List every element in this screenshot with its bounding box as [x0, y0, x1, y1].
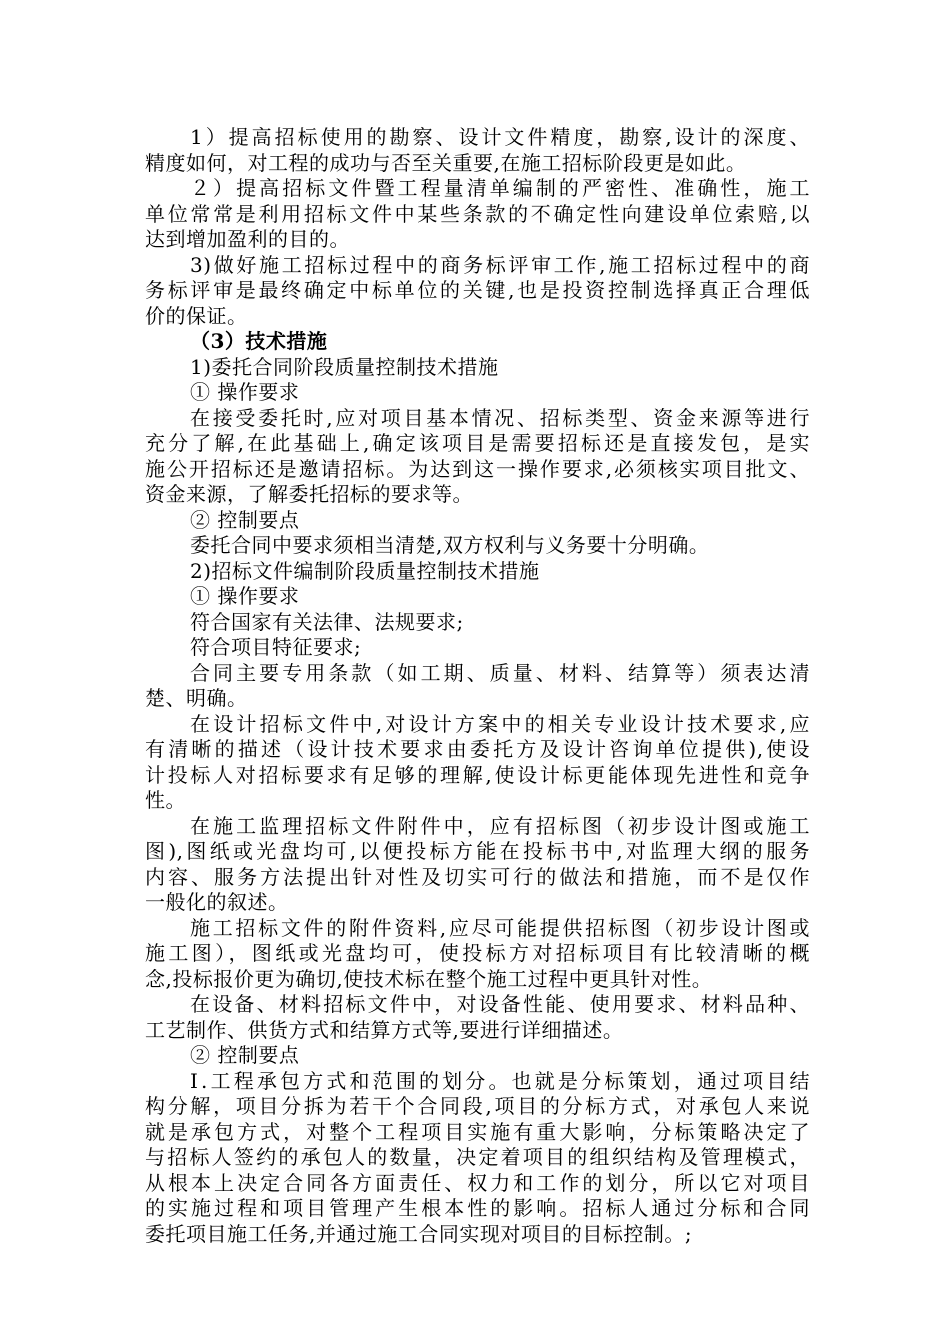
paragraph	[145, 406, 810, 508]
paragraph	[145, 610, 810, 636]
text-line: 在设计招标文件中,对设计方案中的相关专业设计技术要求,应	[190, 711, 810, 736]
text-line: 委托合同中要求须相当清楚,双方权利与义务要十分明确。	[190, 533, 710, 557]
text-line: 从根本上决定合同各方面责任、权力和工作的划分，所以它对项目	[145, 1170, 810, 1195]
text-line: 2)招标文件编制阶段质量控制技术措施	[190, 558, 540, 583]
text-line: 1)委托合同阶段质量控制技术措施	[190, 354, 499, 379]
text-line: 施公开招标还是邀请招标。为达到这一操作要求,必须核实项目批文、	[145, 456, 810, 481]
text-line: ② 控制要点	[190, 507, 300, 532]
text-line: 内容、服务方法提出针对性及切实可行的做法和措施，而不是仅作	[145, 864, 810, 889]
text-line: 在接受委托时,应对项目基本情况、招标类型、资金来源等进行	[190, 405, 810, 430]
text-line: 性。	[145, 788, 186, 812]
text-line: 1）提高招标使用的勘察、设计文件精度，勘察,设计的深度、	[190, 125, 810, 149]
paragraph	[145, 1043, 810, 1069]
text-line: 与招标人签约的承包人的数量，决定着项目的组织结构及管理模式，	[145, 1145, 810, 1169]
document-body	[145, 125, 810, 1247]
paragraph	[145, 533, 810, 559]
text-line: 符合项目特征要求;	[190, 635, 362, 659]
text-line: 就是承包方式，对整个工程项目实施有重大影响，分标策略决定了	[145, 1119, 810, 1144]
text-line: Ⅰ.工程承包方式和范围的划分。也就是分标策划，通过项目结	[190, 1068, 810, 1093]
paragraph	[145, 992, 810, 1043]
text-line: 在施工监理招标文件附件中，应有招标图（初步设计图或施工	[190, 813, 810, 838]
paragraph	[145, 1069, 810, 1248]
text-line: ① 操作要求	[190, 380, 300, 404]
section-heading	[145, 329, 810, 355]
text-line: 充分了解,在此基础上,确定该项目是需要招标还是直接发包，是实	[145, 431, 810, 455]
paragraph	[145, 661, 810, 712]
paragraph	[145, 584, 810, 610]
text-line: ② 控制要点	[190, 1043, 300, 1067]
text-line: 达到增加盈利的目的。	[145, 227, 350, 251]
text-line: 工艺制作、供货方式和结算方式等,要进行详细描述。	[145, 1017, 624, 1042]
paragraph	[145, 559, 810, 585]
paragraph	[145, 355, 810, 381]
text-line: 图),图纸或光盘均可,以便投标方能在投标书中,对监理大纲的服务	[145, 839, 810, 863]
paragraph	[145, 508, 810, 534]
text-line: 楚、明确。	[145, 686, 248, 710]
text-line: 一般化的叙述。	[145, 890, 289, 914]
text-line: 资金来源，了解委托招标的要求等。	[145, 482, 473, 506]
text-line: 3)做好施工招标过程中的商务标评审工作,施工招标过程中的商	[190, 252, 810, 277]
text-line: 构分解，项目分拆为若干个合同段,项目的分标方式，对承包人来说	[145, 1094, 810, 1118]
paragraph	[145, 916, 810, 993]
paragraph	[145, 712, 810, 814]
text-line: 符合国家有关法律、法规要求;	[190, 609, 464, 634]
text-line: 委托项目施工任务,并通过施工合同实现对项目的目标控制。;	[145, 1221, 693, 1246]
text-line: 有清晰的描述（设计技术要求由委托方及设计咨询单位提供),使设	[145, 737, 810, 761]
text-line: 精度如何，对工程的成功与否至关重要,在施工招标阶段更是如此。	[145, 150, 747, 175]
text-line: 施工图），图纸或光盘均可，使投标方对招标项目有比较清晰的概	[145, 941, 810, 965]
text-line: 务标评审是最终确定中标单位的关键,也是投资控制选择真正合理低	[145, 278, 810, 302]
text-line: 在设备、材料招标文件中，对设备性能、使用要求、材料品种、	[190, 992, 810, 1016]
heading-line: （3）技术措施	[190, 329, 328, 353]
paragraph	[145, 125, 810, 176]
paragraph	[145, 176, 810, 253]
text-line: ① 操作要求	[190, 584, 300, 608]
text-line: 施工招标文件的附件资料,应尽可能提供招标图（初步设计图或	[190, 915, 810, 940]
text-line: 价的保证。	[145, 303, 248, 328]
text-line: 念,投标报价更为确切,使技术标在整个施工过程中更具针对性。	[145, 966, 713, 991]
text-line: 合同主要专用条款（如工期、质量、材料、结算等）须表达清	[190, 660, 810, 685]
paragraph	[145, 380, 810, 406]
paragraph	[145, 814, 810, 916]
paragraph	[145, 253, 810, 330]
paragraph	[145, 635, 810, 661]
text-line: ２）提高招标文件暨工程量清单编制的严密性、准确性，施工	[190, 176, 810, 200]
text-line: 计投标人对招标要求有足够的理解,使设计标更能体现先进性和竞争	[145, 762, 810, 787]
text-line: 的实施过程和项目管理产生根本性的影响。招标人通过分标和合同	[145, 1196, 810, 1220]
text-line: 单位常常是利用招标文件中某些条款的不确定性向建设单位索赔,以	[145, 201, 810, 226]
